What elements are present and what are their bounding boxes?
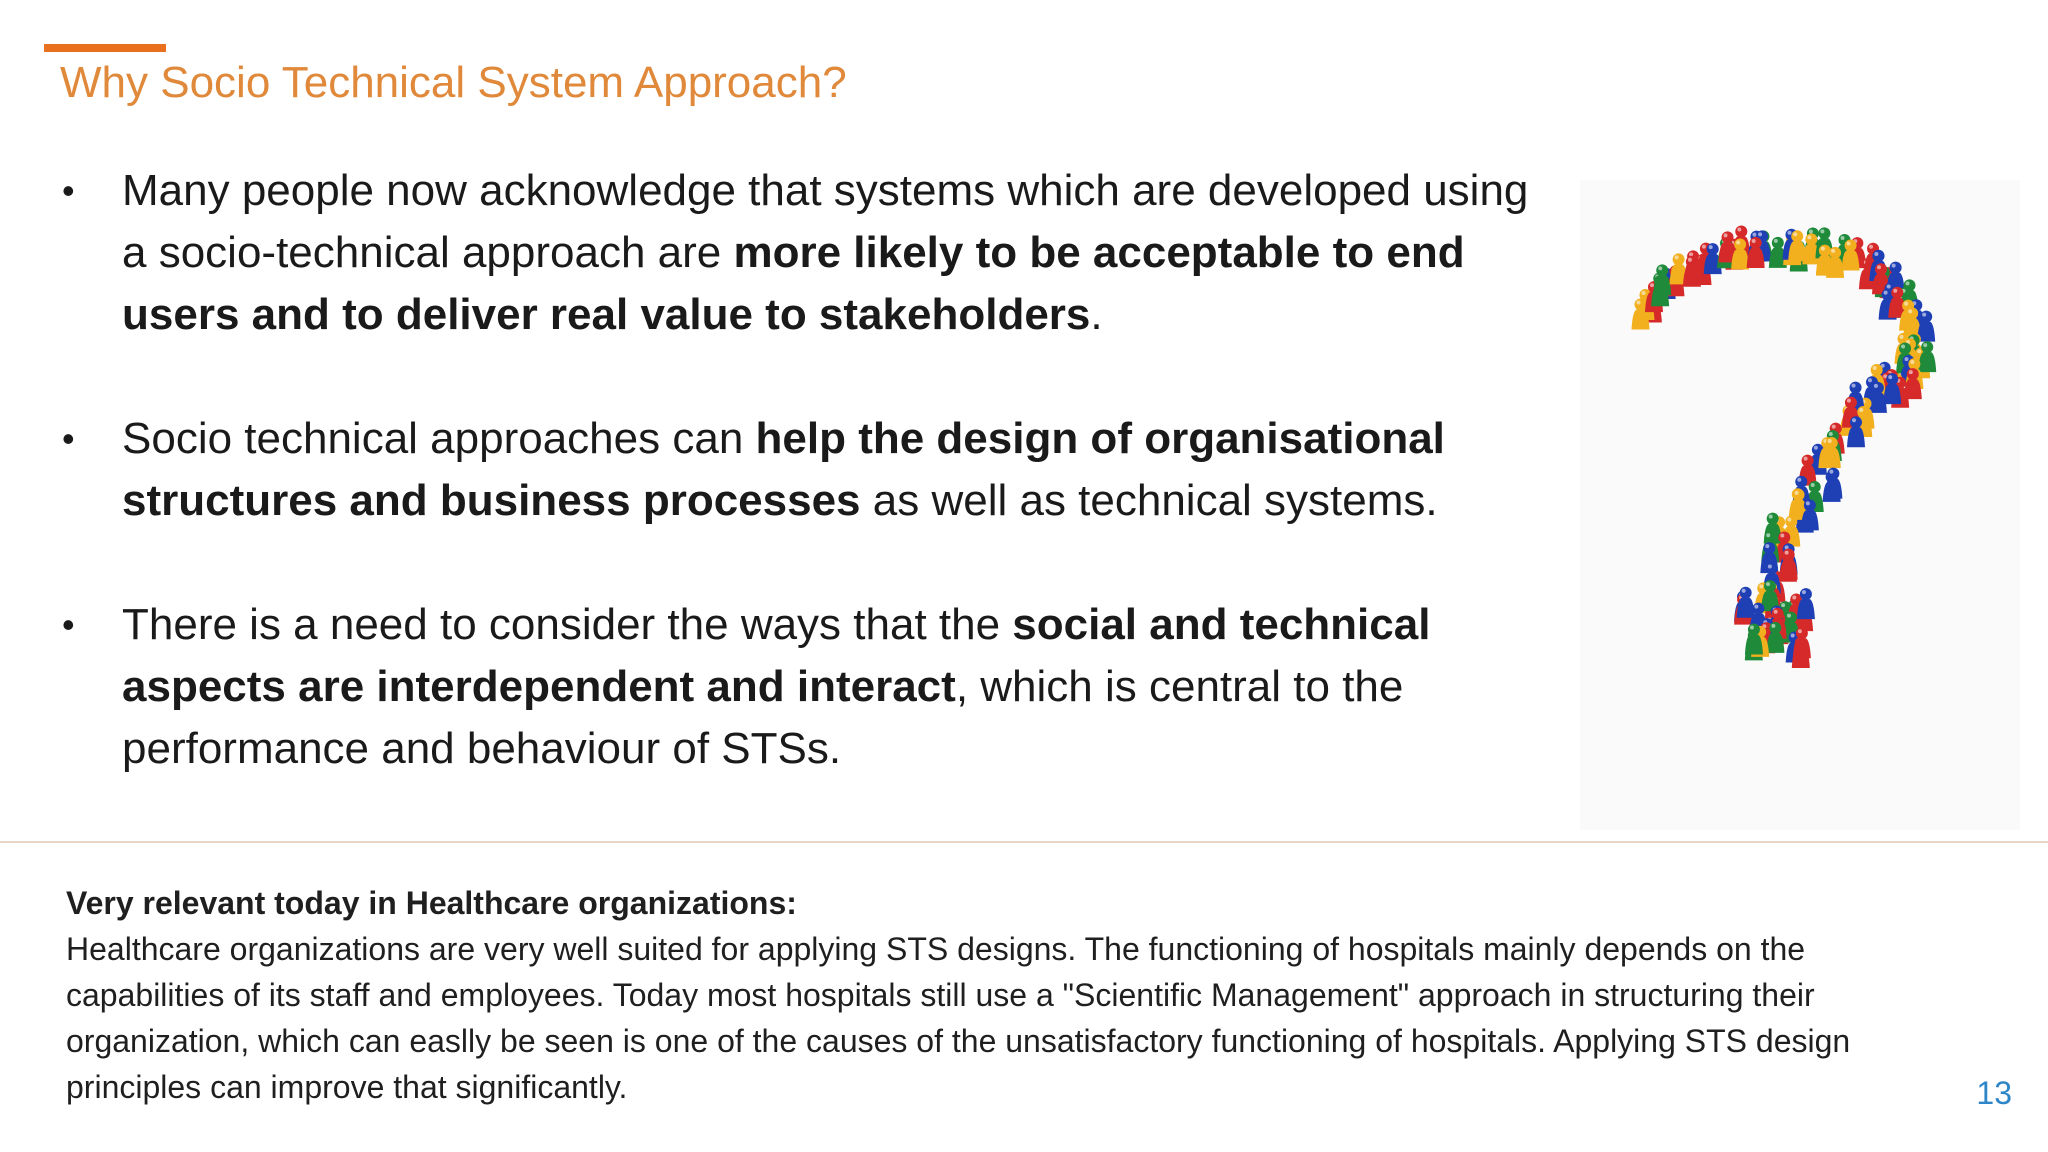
bullet-text-segment: . — [1090, 290, 1103, 339]
question-mark-pieces-icon — [1580, 180, 2020, 830]
bullet-text — [122, 166, 1528, 339]
bullet-dot-icon: • — [62, 604, 75, 645]
bullet-list — [58, 160, 1538, 780]
page-number: 13 — [1976, 1075, 2012, 1111]
bullet-text-emphasis: help the design of organisational structures and business processes — [122, 414, 1445, 525]
bullet-text-segment: as well as technical systems. — [860, 476, 1438, 525]
game-piece-icon — [1824, 468, 1842, 499]
bullet-text — [122, 414, 1445, 525]
slide-title: Why Socio Technical System Approach? — [60, 58, 847, 107]
question-mark-image — [1580, 180, 2020, 830]
bullet-text-segment: There is a need to consider the ways that the — [122, 600, 1013, 649]
bullet-item — [58, 408, 1538, 532]
game-piece-icon — [1797, 588, 1815, 619]
bullet-dot-icon: • — [62, 418, 75, 459]
section-divider — [0, 841, 2048, 843]
title-accent-bar — [44, 44, 166, 52]
bottom-note-heading: Very relevant today in Healthcare organizations: — [66, 885, 797, 921]
bullet-item — [58, 594, 1538, 780]
bullet-text-segment: Socio technical approaches can — [122, 414, 756, 463]
bottom-note-body: Healthcare organizations are very well suited for applying STS designs. The functioning of hospitals mainly depends on the capabilities of its staff and employees. Today most hospitals still use a "Scientific Management" approach in structuring their organization, which can easlly be seen is one of the causes of the unsatisfactory functioning of hospitals. Applying STS design principles can improve that significantly. — [66, 931, 1851, 1105]
bullet-text-segment: , which is central to the performance and behaviour of STSs. — [122, 662, 1404, 773]
bullet-text-emphasis: social and technical aspects are interdependent and interact — [122, 600, 1431, 711]
bullet-text — [122, 600, 1430, 773]
bullet-text-emphasis: more likely to be acceptable to end users and to deliver real value to stakeholders — [122, 228, 1465, 339]
bullet-text-segment: Many people now acknowledge that systems which are developed using a socio-technical approach are — [122, 166, 1529, 277]
bottom-note — [66, 880, 1966, 1110]
game-piece-icon — [1918, 341, 1936, 372]
bullet-dot-icon: • — [62, 170, 75, 211]
game-piece-icon — [1737, 587, 1755, 618]
bullet-item — [58, 160, 1538, 346]
